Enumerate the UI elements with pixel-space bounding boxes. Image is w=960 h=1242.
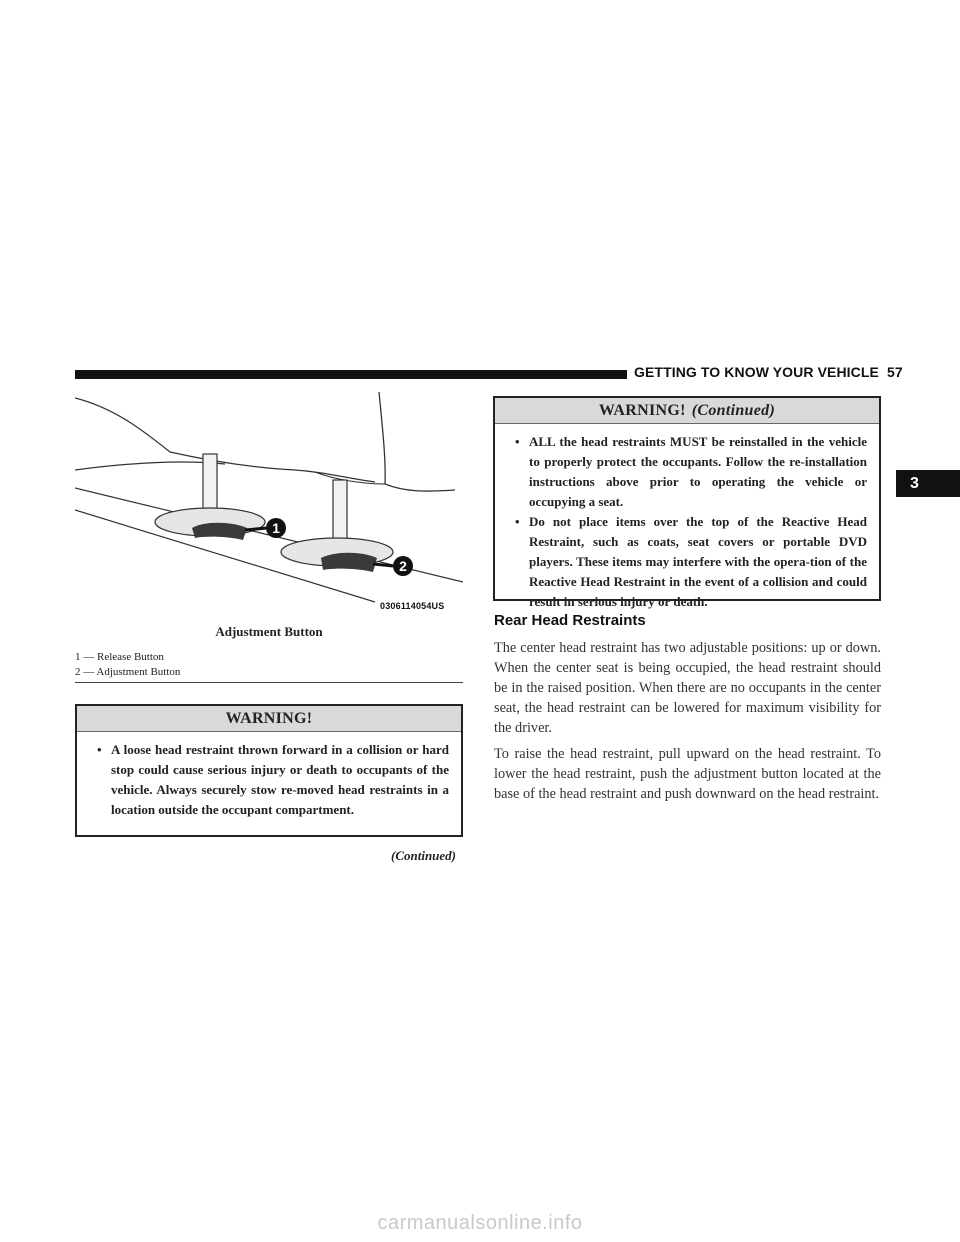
bullet-icon: • [515,434,520,449]
header-rule [75,370,627,379]
warning-item: • A loose head restraint thrown forward in a collision or hard stop could cause serious injury or death to occupants of the vehicle. Always securely stow re-moved head restraints in a location outside the occupant compartment. [97,742,449,817]
legend-item-adjustment: 2 — Adjustment Button [75,666,181,678]
warning-heading [495,398,879,424]
warning-box-loose-restraint [75,704,463,837]
continued-note: (Continued) [390,848,456,863]
warning-continued-label: (Continued) [691,402,776,419]
figure-caption: Adjustment Button [215,624,323,639]
warning-list [495,424,879,620]
running-header [634,364,903,380]
callout-1: 1 [272,520,280,536]
legend-item-release: 1 — Release Button [75,651,164,663]
figure-code: 0306114054US [380,601,445,611]
warning-heading [77,706,461,732]
legend-divider [75,682,463,683]
seat-illustration [75,392,463,620]
chapter-tab: 3 [896,470,960,497]
warning-item: • ALL the head restraints MUST be reinstalled in the vehicle to properly protect the occupants. Follow the re-installation instructions above prior to operating the vehicle or occupying a seat. [515,434,867,509]
figure-legend [75,650,463,680]
body-paragraph: To raise the head restraint, pull upward on the head restraint. To lower the head restraint, push the adjustment button located at the base of the head restraint and push downward on the head restraint. [494,746,881,802]
warning-title: WARNING! [598,402,686,419]
page-number: 57 [886,364,903,380]
warning-list [77,732,461,828]
warning-title: WARNING! [225,710,313,727]
warning-item: • Do not place items over the top of the Reactive Head Restraint, such as coats, seat covers or portable DVD players. These items may interfere with the opera-tion of the Reactive Head Restraint in the event of a collision and could result in serious injury or death. [515,514,867,609]
warning-box-continued [493,396,881,609]
bullet-icon: • [515,514,520,529]
section-title: GETTING TO KNOW YOUR VEHICLE [634,364,879,380]
body-paragraph: The center head restraint has two adjustable positions: up or down. When the center seat is being occupied, the head restraint should be in the raised position. When there are no occupants in the center seat, the head restraint can be lowered for maximum visibility for the driver. [494,640,881,736]
head-restraint-diagram [75,392,463,620]
bullet-icon: • [97,742,102,757]
callout-2: 2 [399,558,407,574]
section-heading: Rear Head Restraints [494,612,646,629]
watermark: carmanualsonline.info [377,1212,583,1234]
